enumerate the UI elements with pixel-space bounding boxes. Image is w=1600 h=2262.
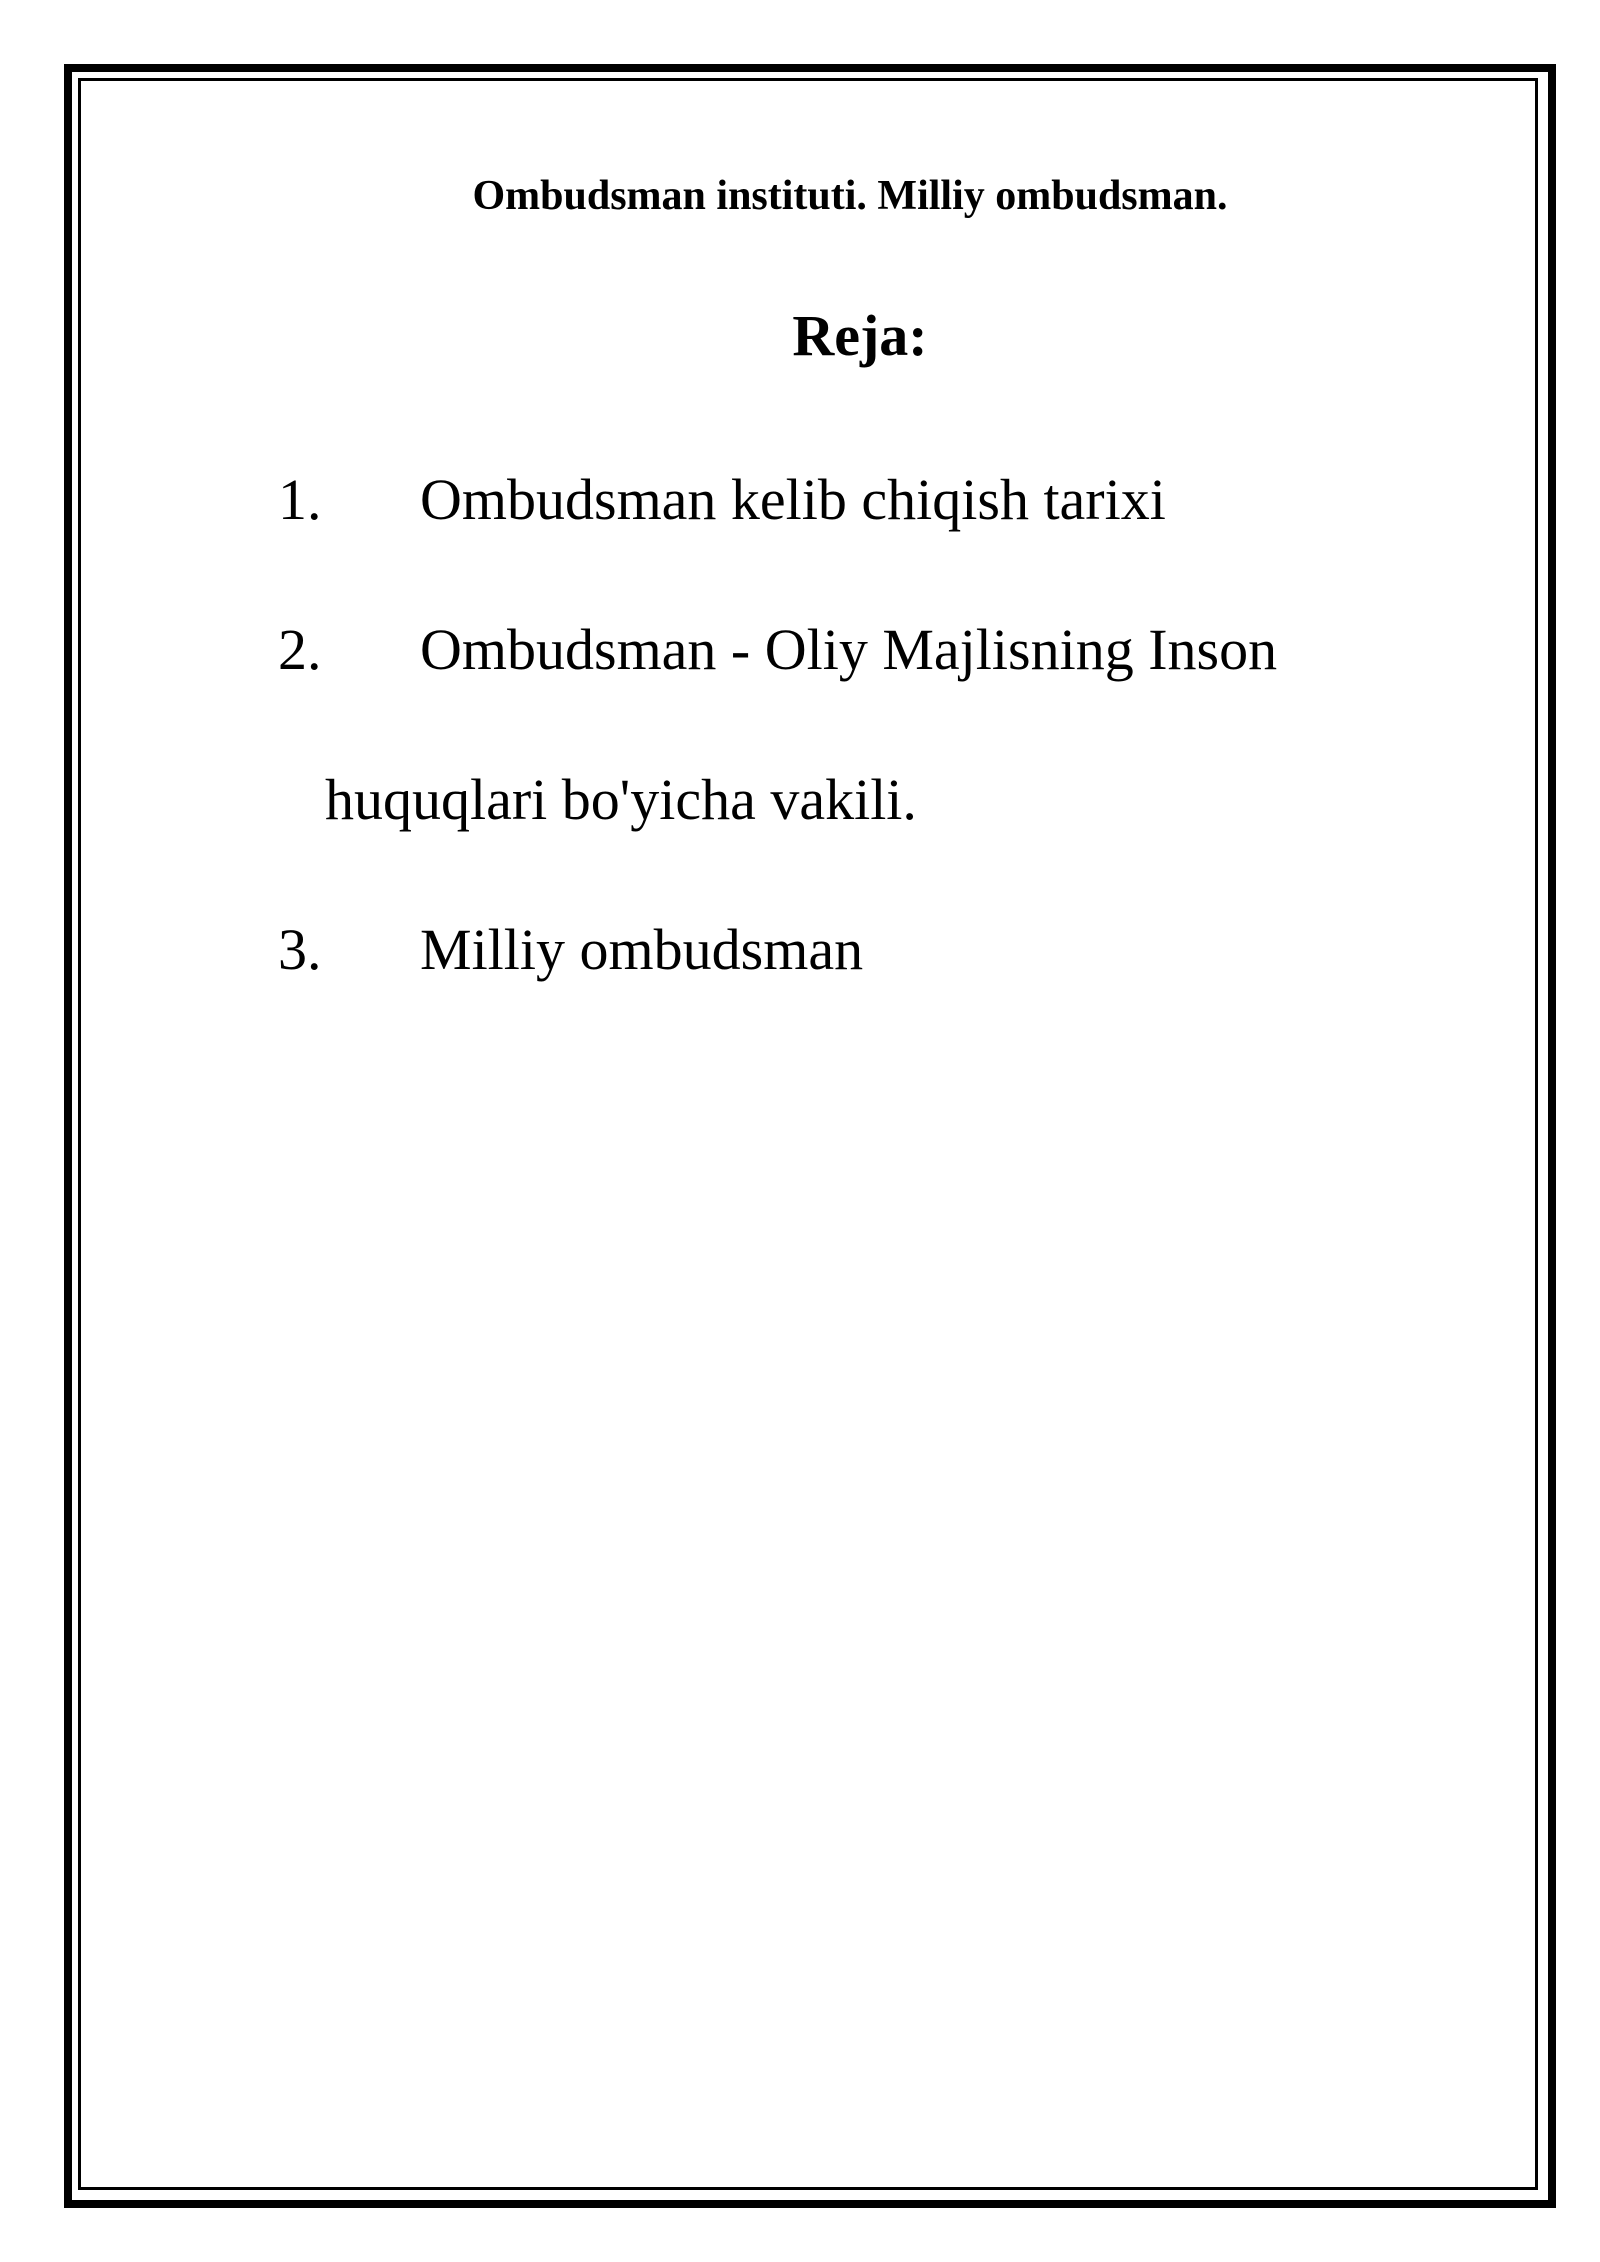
plan-item-text: Milliy ombudsman [420, 917, 864, 982]
plan-item-text: Ombudsman kelib chiqish tarixi [420, 467, 1166, 532]
plan-item-number: 2. [278, 617, 322, 682]
plan-heading: Reja: [792, 303, 928, 368]
plan-item-text: Ombudsman - Oliy Majlisning Inson [420, 617, 1278, 682]
plan-item-number: 3. [278, 917, 322, 982]
document-title: Ombudsman instituti. Milliy ombudsman. [472, 173, 1228, 219]
plan-item-number: 1. [278, 467, 322, 532]
plan-item-continuation-text: huquqlari bo'yicha vakili. [325, 767, 917, 832]
